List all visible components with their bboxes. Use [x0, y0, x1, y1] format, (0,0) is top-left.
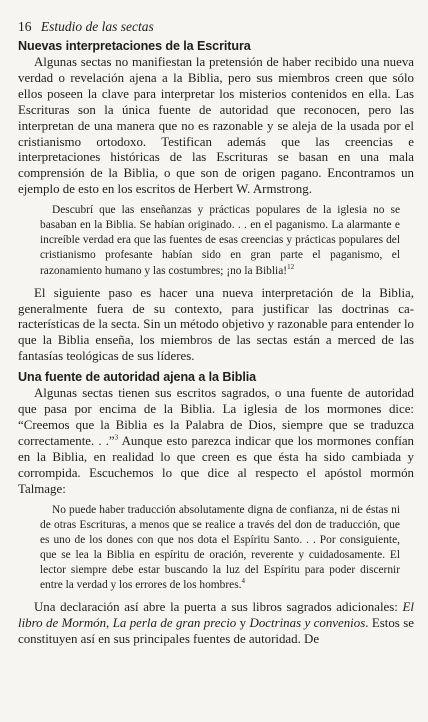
separator-1: , — [106, 615, 113, 630]
page-number: 16 — [18, 19, 32, 34]
book-title-perla: La perla de gran precio — [112, 615, 237, 630]
armstrong-quote — [40, 203, 400, 278]
footnote-marker-3: 3 — [114, 433, 119, 442]
separator-2: y — [236, 615, 250, 630]
talmage-quote — [40, 503, 400, 594]
sacred-books-text-b: . Estos se constituyen así en sus principales fuentes de autoridad. De — [18, 615, 414, 646]
footnote-marker-4: 4 — [241, 577, 245, 586]
talmage-quote-text: No puede haber traducción absolutamente digna de confianza, ni de éstas ni de otras Escrituras, a menos que se realice a través del don de traducción, que es uno de los dones con que nos dota el Espíritu Santo. . . Por consiguiente, que se lea la Biblia en espíritu de oración, reverente y cuidadosamente. El lector siempre debe estar buscando la luz del Espíritu para poder discernir entre la verdad y los errores de los hombres. — [40, 503, 400, 591]
paragraph-sacred-books — [18, 600, 414, 648]
book-title-doctrinas: Doctrinas y convenios — [249, 615, 366, 630]
armstrong-quote-text: Descubrí que las enseñanzas y prácticas populares de la iglesia no se basaban en la Biblia. Se habían originado. . . en el paganismo. La alarmante e increíble verdad era que las fuentes de esas creencias y prácticas populares del cristianismo profesante habían sido en gran parte el paganismo, el razonamiento humano y las costumbres; ¡no la Biblia! — [40, 204, 400, 277]
paragraph-reinterpretation: El siguiente paso es hacer una nueva interpretación de la Biblia, generalmente fuera de su contexto, para justificar las doctrinas características de la secta. Sin un método objetivo y razonable para entender lo que la Biblia enseña, los miembros de las sectas están a merced de las fantasías teológicas de sus líderes. — [18, 285, 414, 364]
section-heading-fuente-autoridad: Una fuente de autoridad ajena a la Biblia — [18, 370, 257, 385]
book-title-mormon: El libro de Mormón — [18, 600, 414, 630]
footnote-marker-12: 12 — [287, 262, 295, 271]
mormon-authority-text-b: Aunque esto parezca indicar que los mormones confían en la Biblia, en realidad lo que creen es que ésta ha sido cambiada y corrompida. Escuchemos lo que dice al respecto el apóstol mormón Talmage: — [18, 433, 414, 496]
paragraph-mormon-authority — [18, 386, 414, 497]
running-title: Estudio de las sectas — [40, 19, 154, 34]
mormon-authority-text-a: Algunas sectas tienen sus escritos sagrados, o una fuente de autoridad que pasa por encima de la Biblia. La iglesia de los mormones dice: “Creemos que la Biblia es la Palabra de Dios, siempre que se traduzca correctamente. . .” — [18, 386, 414, 448]
sacred-books-text-a: Una declaración así abre la puerta a sus libros sagrados adicionales: — [34, 600, 403, 615]
paragraph-intro: Algunas sectas no manifiestan la pretensión de haber recibido una nueva verdad o revelación ajena a la Biblia, pero sus miembros creen que sólo ellos poseen la clave para interpretar los misterios contenidos en ella. Las Escrituras son la única fuente de autoridad que reconocen, pero las interpretan de una manera que no es razonable y se aleja de la usada por el cristianismo ortodoxo. Testifican además que las creencias e interpretaciones históricas de las Escrituras se basan en una mala comprensión de la Biblia, o que son de origen pagano. Encontramos un ejemplo de esto en los escritos de Herbert W. Armstrong. — [18, 55, 414, 197]
section-heading-nuevas-interpretaciones: Nuevas interpretaciones de la Escritura — [18, 39, 251, 53]
running-head — [18, 18, 414, 36]
